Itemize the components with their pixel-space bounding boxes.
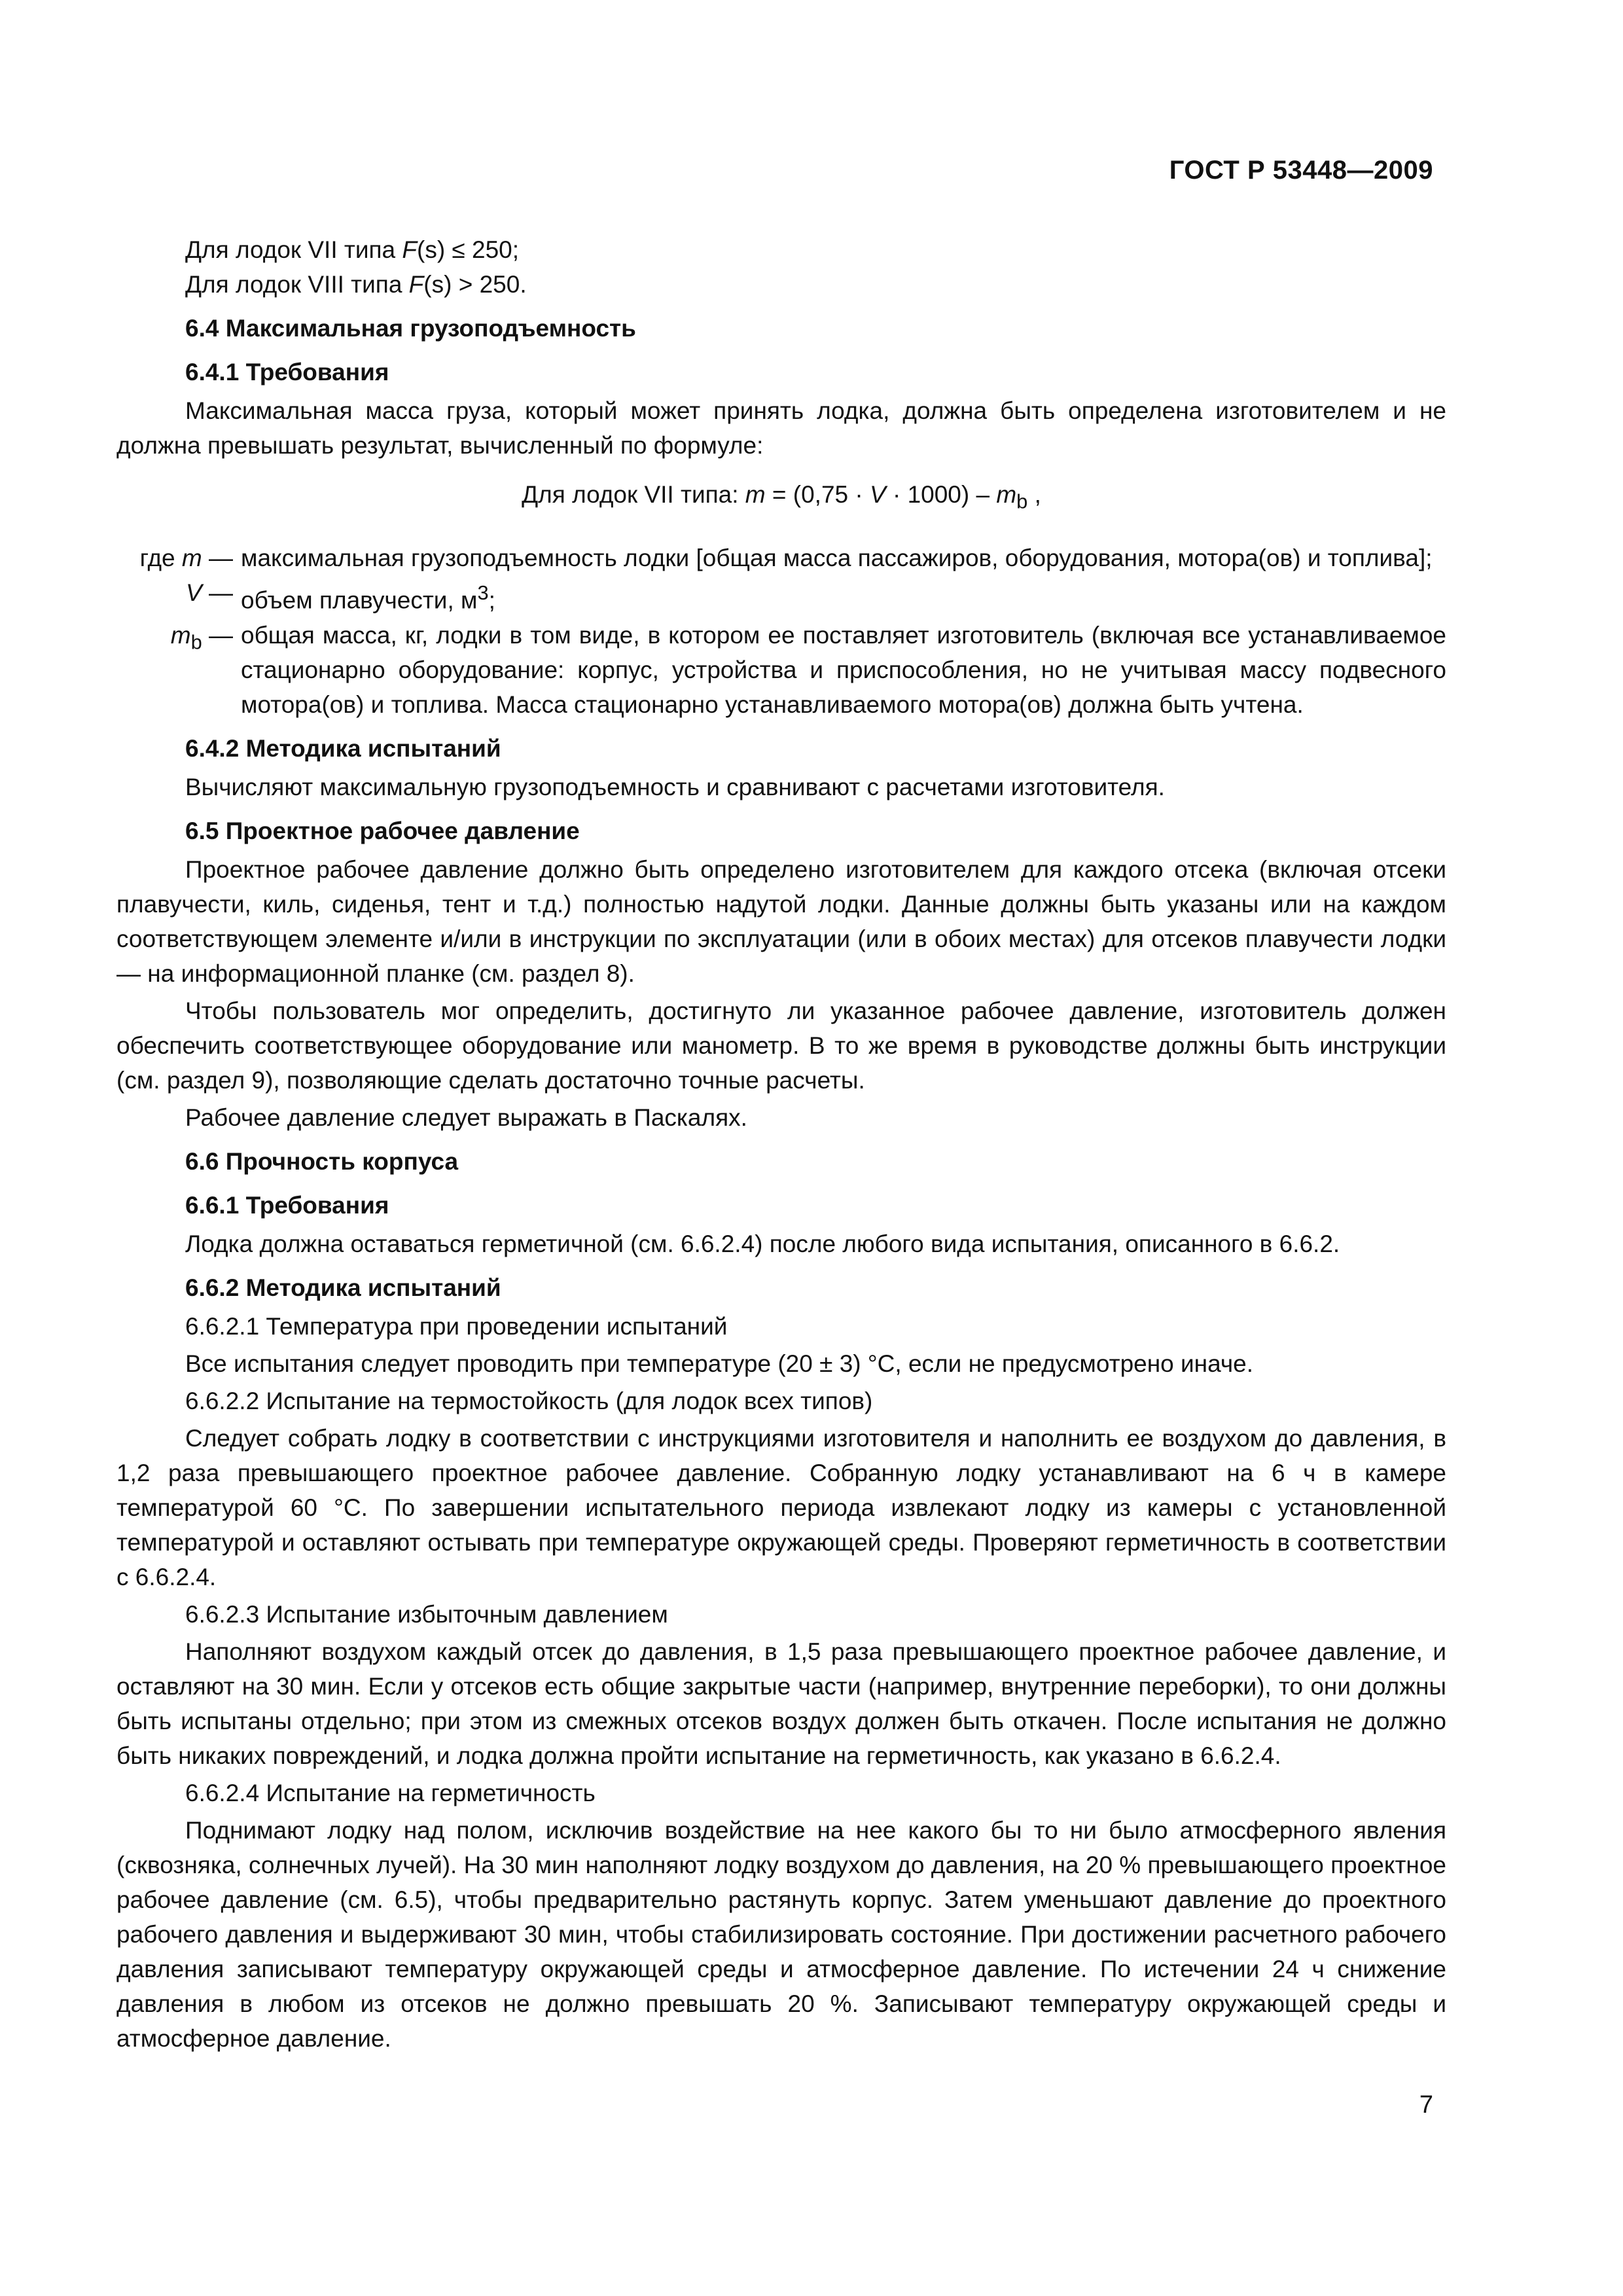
formula-V: V: [870, 481, 886, 508]
where-item-m: [116, 541, 1446, 575]
where-sym-mb-subscript: b: [190, 630, 202, 654]
where-text-mb: общая масса, кг, лодки в том виде, в котором ее поставляет изготовитель (включая все устанавливаемое стационарно оборудование: корпус, устройства и приспособления, но не учитывая массу подвесного мотора(ов) и топлива. Масса стационарно устанавливаемого мотора(ов) должна быть учтена.: [241, 621, 1446, 718]
where-symbol: [116, 618, 233, 659]
section-6-5-paragraph-3: Рабочее давление следует выражать в Паскалях.: [185, 1103, 747, 1131]
type7-F: F: [402, 236, 418, 263]
where-text-V: [241, 575, 1446, 617]
where-item-mb: [116, 618, 1446, 722]
formula-m: m: [745, 481, 766, 508]
type8-F: F: [408, 271, 424, 298]
type7-text: Для лодок VII типа: [185, 236, 402, 263]
section-6-4-title: 6.4 Максимальная грузоподъемность: [185, 315, 636, 342]
where-list: [116, 541, 1446, 721]
type8-condition: (s) > 250.: [423, 271, 527, 298]
section-6-5-paragraph-2: Чтобы пользователь мог определить, достигнуто ли указанное рабочее давление, изготовитель должен обеспечить соответствующее оборудование или манометр. В то же время в руководстве должны быть инструкции (см. раздел 9), позволяющие сделать достаточно точные расчеты.: [116, 997, 1446, 1094]
where-text-V-body: объем плавучести, м: [241, 586, 478, 614]
section-6-6-2-4-title: 6.6.2.4 Испытание на герметичность: [185, 1779, 596, 1806]
section-6-6-title: 6.6 Прочность корпуса: [185, 1147, 459, 1175]
page-number: 7: [1419, 2091, 1433, 2119]
formula-part1: = (0,75 ·: [765, 481, 870, 508]
section-6-6-1-title: 6.6.1 Требования: [185, 1191, 389, 1219]
where-dash: —: [209, 545, 233, 572]
document-code: ГОСТ Р 53448—2009: [1169, 156, 1433, 185]
section-6-4-2-text: Вычисляют максимальную грузоподъемность и сравнивают с расчетами изготовителя.: [185, 773, 1165, 800]
document-body: [116, 232, 1446, 2058]
where-sym-mb: m: [170, 621, 191, 649]
formula-mb-subscript: b: [1016, 490, 1028, 513]
section-6-4-1-title: 6.4.1 Требования: [185, 359, 389, 386]
where-symbol: [116, 575, 233, 610]
type8-text: Для лодок VIII типа: [185, 271, 409, 298]
formula-mb: m: [996, 481, 1017, 508]
where-text-m: максимальная грузоподъемность лодки [общая масса пассажиров, оборудования, мотора(ов) и топлива];: [241, 545, 1433, 572]
section-6-5-title: 6.5 Проектное рабочее давление: [185, 817, 580, 844]
type8-line: [185, 267, 1446, 302]
section-6-6-2-2-text: Следует собрать лодку в соответствии с инструкциями изготовителя и наполнить ее воздухом до давления, в 1,2 раза превышающего проектное рабочее давление. Собранную лодку устанавливают на 6 ч в камере температурой 60 °С. По завершении испытательного периода извлекают лодку из камеры с установленной температурой и оставляют остывать при температуре окружающей среды. Проверяют герметичность в соответствии с 6.6.2.4.: [116, 1424, 1446, 1590]
type7-line: [185, 232, 1446, 267]
section-6-4-1-text: Максимальная масса груза, который может принять лодка, должна быть определена изготовителем и не должна превышать результат, вычисленный по формуле:: [116, 397, 1446, 459]
section-6-5-paragraph-1: Проектное рабочее давление должно быть определено изготовителем для каждого отсека (включая отсеки плавучести, киль, сиденья, тент и т.д.) полностью надутой лодки. Данные должны быть указаны или на каждом соответствующем элементе и/или в инструкции по эксплуатации (или в обоих местах) для отсеков плавучести лодки — на информационной планке (см. раздел 8).: [116, 855, 1446, 987]
formula-label: Для лодок VII типа:: [522, 481, 745, 508]
section-6-4-2-title: 6.4.2 Методика испытаний: [185, 734, 501, 762]
type7-condition: (s) ≤ 250;: [417, 236, 520, 263]
cubic-superscript: 3: [477, 581, 489, 605]
section-6-6-2-1-title: 6.6.2.1 Температура при проведении испытаний: [185, 1312, 728, 1340]
formula-end: ,: [1027, 481, 1041, 508]
section-6-6-2-4-text: Поднимают лодку над полом, исключив воздействие на нее какого бы то ни было атмосферного явления (сквозняка, солнечных лучей). На 30 мин наполняют лодку воздухом до давления, на 20 % превышающего проектное рабочее давление (см. 6.5), чтобы предварительно растянуть корпус. Затем уменьшают давление до проектного рабочего давления и выдерживают 30 мин, чтобы стабилизировать состояние. При достижении расчетного рабочего давления записывают температуру окружающей среды и атмосферное давление. По истечении 24 ч снижение давления в любом из отсеков не должно превышать 20 %. Записывают температуру окружающей среды и атмосферное давление.: [116, 1816, 1446, 2052]
where-item-V: [116, 575, 1446, 617]
where-sym-m: m: [181, 545, 202, 572]
section-6-6-2-2-title: 6.6.2.2 Испытание на термостойкость (для лодок всех типов): [185, 1387, 873, 1414]
section-6-6-2-3-text: Наполняют воздухом каждый отсек до давления, в 1,5 раза превышающего проектное рабочее давление, и оставляют на 30 мин. Если у отсеков есть общие закрытые части (например, внутренние переборки), то они должны быть испытаны отдельно; при этом из смежных отсеков воздух должен быть откачен. После испытания не должно быть никаких повреждений, и лодка должна пройти испытание на герметичность, как указано в 6.6.2.4.: [116, 1638, 1446, 1769]
where-dash: —: [209, 621, 233, 649]
where-text-V-end: ;: [488, 586, 495, 614]
load-formula: [116, 477, 1446, 518]
section-6-6-2-3-title: 6.6.2.3 Испытание избыточным давлением: [185, 1600, 668, 1628]
section-6-6-2-1-text: Все испытания следует проводить при температуре (20 ± 3) °С, если не предусмотрено иначе.: [185, 1350, 1254, 1377]
section-6-6-2-title: 6.6.2 Методика испытаний: [185, 1274, 501, 1301]
formula-part2: · 1000) –: [885, 481, 997, 508]
section-6-6-1-text: Лодка должна оставаться герметичной (см. 6.6.2.4) после любого вида испытания, описанного в 6.6.2.: [185, 1230, 1340, 1257]
where-symbol: [116, 541, 233, 575]
where-sym-V: V: [186, 579, 202, 607]
where-prefix: где: [139, 545, 182, 572]
where-dash: —: [209, 579, 233, 607]
